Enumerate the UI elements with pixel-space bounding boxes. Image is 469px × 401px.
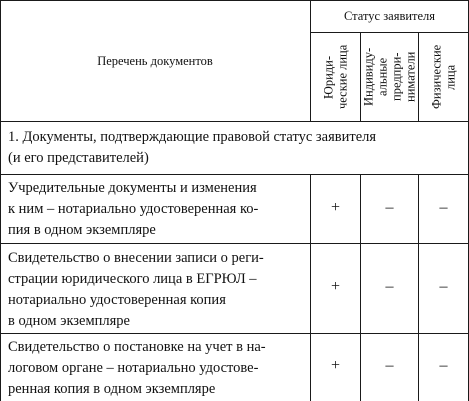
row-line: Свидетельство о постановке на учет в на- [8,339,266,355]
row-line: страции юридического лица в ЕГРЮЛ – [8,271,257,287]
table-row-text [8,178,308,241]
legal-mark: + [330,278,341,295]
physical-persons-header [419,33,468,121]
physical-mark: – [439,278,448,295]
row2-bottom-border [0,333,469,334]
section-heading [8,127,463,169]
individual-entrepreneurs-label: Индивиду- альные предпри- ниматели [361,47,418,107]
applicant-status-header: Статус заявителя [343,9,436,23]
individual-mark: – [385,357,394,374]
row-line: к ним – нотариально удостоверенная ко- [8,201,259,217]
row-line: Учредительные документы и изменения [8,180,257,196]
row-line: Свидетельство о внесении записи о реги- [8,250,264,266]
legal-mark: + [330,357,341,374]
table-top-border [0,0,469,1]
physical-mark: – [439,357,448,374]
table-row-text [8,337,308,400]
row-line: в одном экземпляре [8,313,130,329]
physical-mark: – [439,199,448,216]
row1-bottom-border [0,243,469,244]
legal-entities-label: Юриди- ческие лица [321,44,350,110]
individual-mark: – [385,278,394,295]
legal-mark: + [330,199,341,216]
table-row-text [8,248,308,332]
section-line: (и его представителей) [8,150,149,166]
row-line: логовом органе – нотариально удостове- [8,360,259,376]
individual-mark: – [385,199,394,216]
section-line: 1. Документы, подтверждающие правовой статус заявителя [8,129,377,145]
header-bottom-border [0,121,469,122]
legal-entities-header [311,33,360,121]
row-line: ренная копия в одном экземпляре [8,381,216,397]
physical-persons-label: Физические лица [429,44,458,110]
row-line: пия в одном экземпляре [8,222,156,238]
row-line: нотариально удостоверенная копия [8,292,226,308]
individual-entrepreneurs-header [361,33,418,121]
doc-list-header: Перечень документов [97,54,213,68]
section-bottom-border [0,174,469,175]
